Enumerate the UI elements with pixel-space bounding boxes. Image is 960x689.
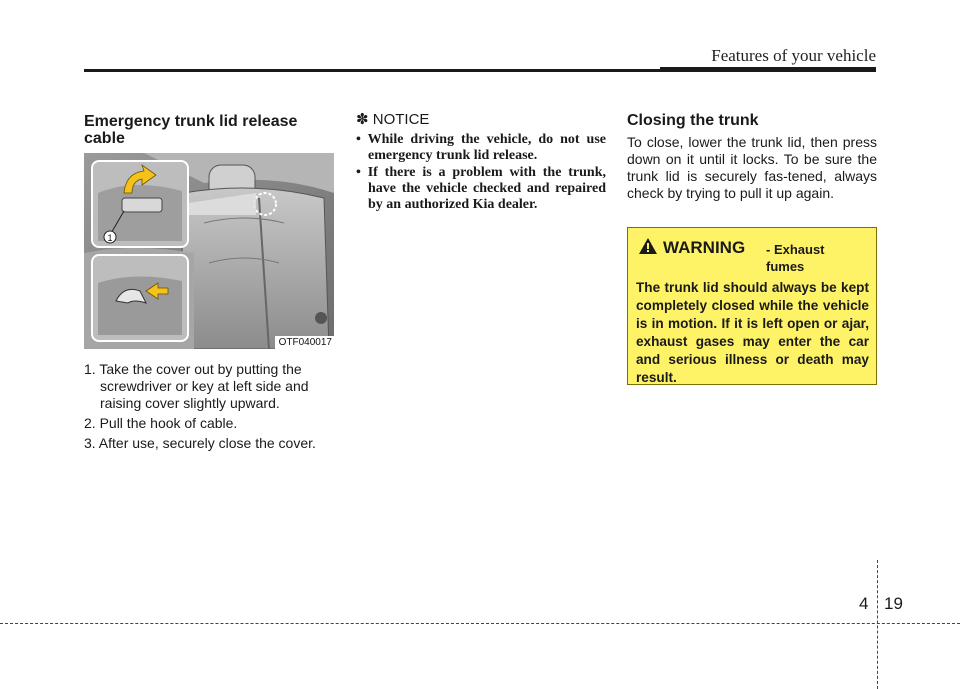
notice-column xyxy=(356,108,606,214)
notice-item: • While driving the vehicle, do not use emergency trunk lid release. xyxy=(356,132,606,163)
closing-trunk-title: Closing the trunk xyxy=(627,112,759,129)
warning-box xyxy=(627,227,877,385)
step-item: 1. Take the cover out by putting the screwdriver or key at left side and raising cover slightly upward. xyxy=(84,361,309,411)
chapter-number: 4 xyxy=(859,594,869,613)
footer-rule xyxy=(0,623,960,624)
footer-divider xyxy=(877,560,878,689)
left-column xyxy=(84,108,334,455)
closing-column xyxy=(627,108,877,202)
step-item: 3. After use, securely close the cover. xyxy=(84,435,316,451)
figure-code: OTF040017 xyxy=(275,336,334,349)
warning-body: The trunk lid should always be kept completely closed while the vehicle is in motion. If it is left open or ajar, exhaust gases may enter the car and serious illness or death may result. xyxy=(636,280,869,385)
warning-label: WARNING xyxy=(663,238,746,257)
notice-list xyxy=(356,132,606,213)
notice-title: ✽ NOTICE xyxy=(356,111,430,128)
svg-text:1: 1 xyxy=(107,233,113,243)
section-header-title: Features of your vehicle xyxy=(711,46,876,65)
header-rule-accent xyxy=(660,67,876,72)
trunk-release-illustration xyxy=(84,153,334,349)
closing-trunk-body: To close, lower the trunk lid, then press down on it until it locks. To be sure the trunk lid is securely fas-tened, always check by trying to pull it up again. xyxy=(627,134,877,201)
warning-subtitle: - Exhaust fumes xyxy=(766,242,825,274)
release-steps xyxy=(84,361,334,452)
page-number: 19 xyxy=(884,594,903,613)
seat-illustration-svg xyxy=(84,153,334,349)
step-item: 2. Pull the hook of cable. xyxy=(84,415,238,431)
warning-triangle-icon xyxy=(638,237,658,255)
emergency-release-title: Emergency trunk lid release cable xyxy=(84,113,298,147)
notice-item: • If there is a problem with the trunk, have the vehicle checked and repaired by an authorized Kia dealer. xyxy=(356,165,606,212)
